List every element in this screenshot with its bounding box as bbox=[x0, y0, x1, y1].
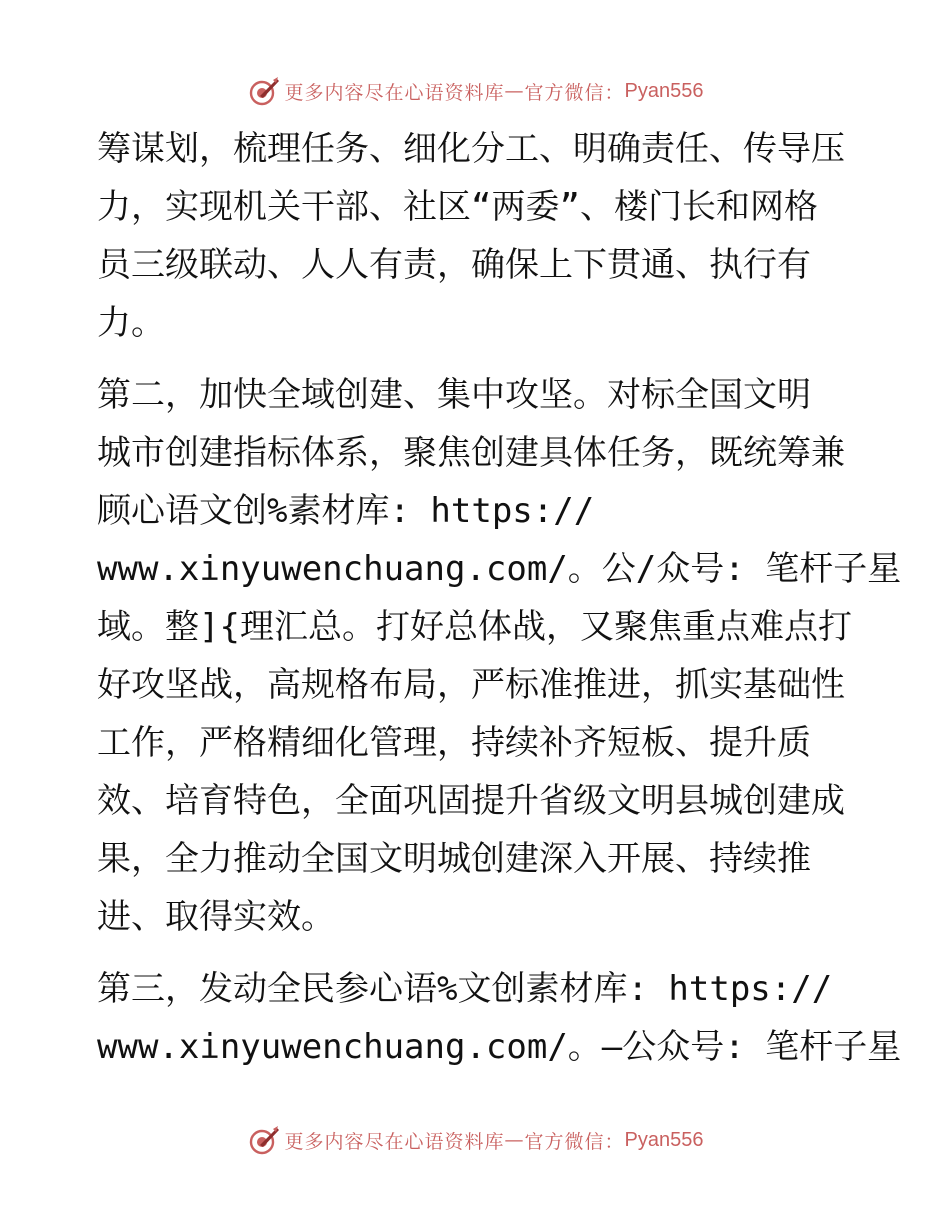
document-body bbox=[97, 120, 902, 1076]
paragraph bbox=[97, 120, 857, 352]
text-line: 工作，严格精细化管理，持续补齐短板、提升质 bbox=[97, 723, 811, 763]
text-line: www.xinyuwenchuang.com/。公/众号: 笔杆子星 bbox=[97, 549, 902, 589]
text-line: 筹谋划，梳理任务、细化分工、明确责任、传导压 bbox=[97, 129, 845, 169]
text-line: 效、培育特色，全面巩固提升省级文明县城创建成 bbox=[97, 781, 845, 821]
banner-dash: — bbox=[504, 80, 525, 102]
paragraph-spacer bbox=[97, 946, 857, 960]
text-line: 果，全力推动全国文明城创建深入开展、持续推 bbox=[97, 839, 811, 879]
text-line: 力，实现机关干部、社区“两委”、楼门长和网格 bbox=[97, 187, 818, 227]
wechat-id: Pyan556 bbox=[624, 1128, 704, 1151]
text-line: 好攻坚战，高规格布局，严标准推进，抓实基础性 bbox=[97, 665, 845, 705]
paragraph-spacer bbox=[97, 352, 857, 366]
text-line: 域。整]{理汇总。打好总体战，又聚焦重点难点打 bbox=[97, 607, 852, 647]
text-line: 员三级联动、人人有责，确保上下贯通、执行有 bbox=[97, 245, 811, 285]
text-line: 第三，发动全民参心语%文创素材库: https:// bbox=[97, 969, 833, 1009]
header-watermark-banner bbox=[0, 71, 950, 111]
text-line: 力。 bbox=[97, 303, 165, 343]
site-slogan: 更多内容尽在心语资料库 bbox=[284, 81, 505, 104]
banner-dash: — bbox=[504, 1129, 525, 1151]
wechat-id: Pyan556 bbox=[624, 79, 704, 102]
text-line: 进、取得实效。 bbox=[97, 897, 335, 937]
wechat-label: 官方微信： bbox=[524, 1130, 625, 1153]
footer-watermark-banner bbox=[0, 1120, 950, 1160]
wechat-label: 官方微信： bbox=[524, 81, 625, 104]
text-line: www.xinyuwenchuang.com/。—公众号: 笔杆子星 bbox=[97, 1027, 902, 1067]
quill-logo-icon bbox=[247, 1123, 281, 1157]
text-line: 城市创建指标体系，聚焦创建具体任务，既统筹兼 bbox=[97, 433, 845, 473]
text-line: 顾心语文创%素材库: https:// bbox=[97, 491, 595, 531]
paragraph bbox=[97, 960, 902, 1076]
site-slogan: 更多内容尽在心语资料库 bbox=[284, 1130, 505, 1153]
text-line: 第二，加快全域创建、集中攻坚。对标全国文明 bbox=[97, 375, 811, 415]
quill-logo-icon bbox=[247, 74, 281, 108]
paragraph bbox=[97, 366, 902, 946]
